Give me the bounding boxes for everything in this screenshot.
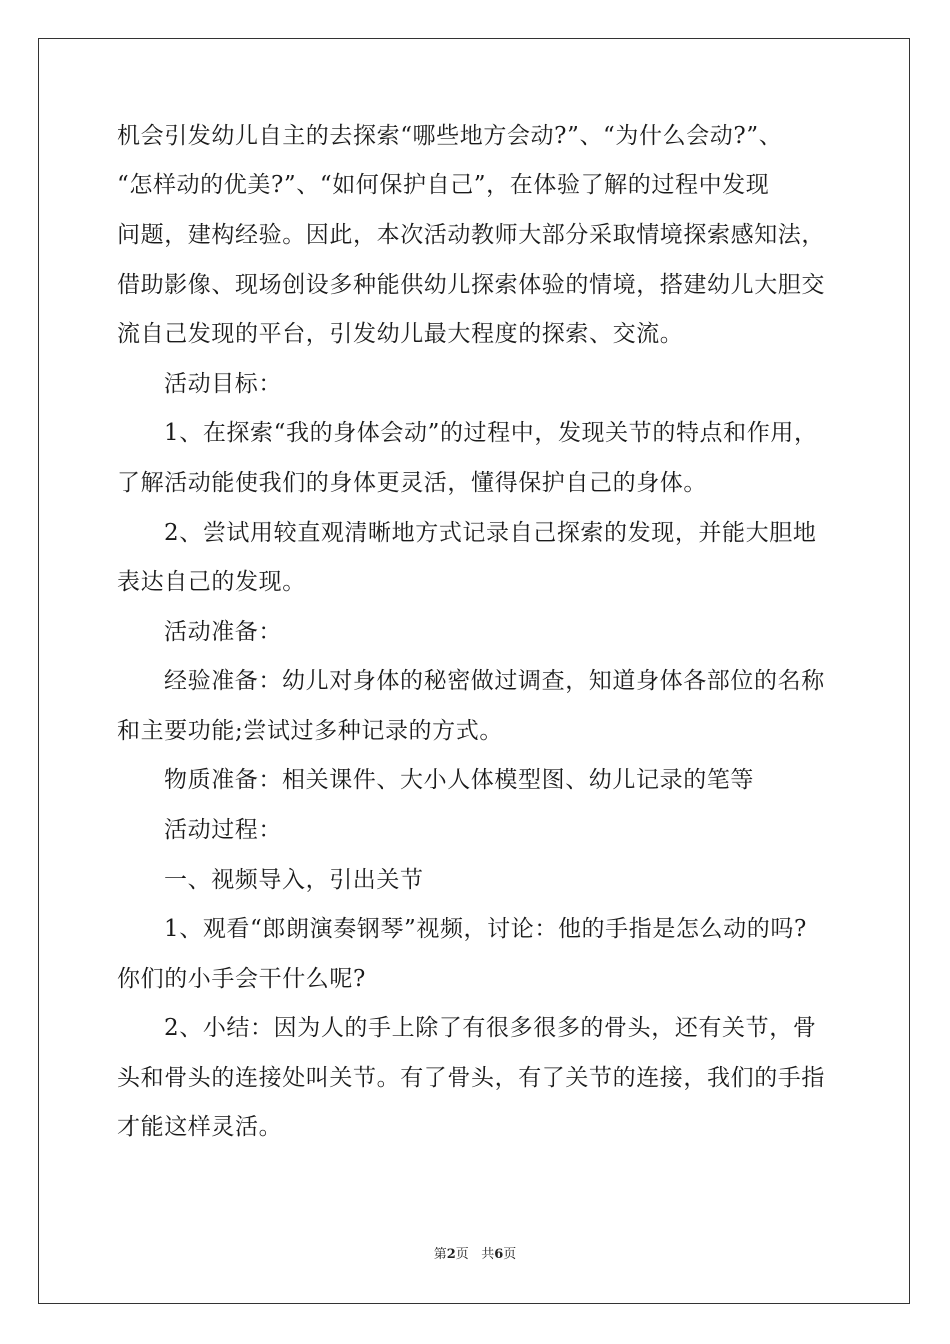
text-line: 问题，建构经验。因此，本次活动教师大部分采取情境探索感知法， [117,222,825,248]
text-line: 机会引发幼儿自主的去探索“哪些地方会动?”、“为什么会动?”、 [117,123,783,149]
text-line: 流自己发现的平台，引发幼儿最大程度的探索、交流。 [117,321,684,347]
section-heading: 活动准备： [164,619,282,645]
text-line: 1、在探索“我的身体会动”的过程中，发现关节的特点和作用， [164,420,818,446]
text-line: “怎样动的优美?”、“如何保护自己”，在体验了解的过程中发现 [117,172,770,198]
text-line: 了解活动能使我们的身体更灵活，懂得保护自己的身体。 [117,470,707,496]
page-number: 2 [446,1247,456,1262]
footer-prefix: 第 [433,1247,447,1262]
text-line: 一、视频导入，引出关节 [164,867,424,893]
text-line: 和主要功能;尝试过多种记录的方式。 [117,718,503,744]
footer-page-suffix: 页 [455,1247,469,1262]
text-line: 你们的小手会干什么呢? [117,966,366,992]
text-line: 头和骨头的连接处叫关节。有了骨头，有了关节的连接，我们的手指 [117,1065,825,1091]
text-line: 1、观看“郎朗演奏钢琴”视频，讨论：他的手指是怎么动的吗? [164,916,807,942]
text-line: 物质准备：相关课件、大小人体模型图、幼儿记录的笔等 [164,767,754,793]
footer-total-prefix: 共 [481,1247,495,1262]
section-heading: 活动过程： [164,817,282,843]
footer-total-suffix: 页 [503,1247,517,1262]
page-footer [0,1246,950,1264]
text-line: 2、小结：因为人的手上除了有很多很多的骨头，还有关节，骨 [164,1015,817,1041]
section-heading: 活动目标： [164,371,282,397]
text-line: 2、尝试用较直观清晰地方式记录自己探索的发现，并能大胆地 [164,520,817,546]
text-line: 经验准备：幼儿对身体的秘密做过调查，知道身体各部位的名称 [164,668,825,694]
text-line: 才能这样灵活。 [117,1114,283,1140]
text-line: 表达自己的发现。 [117,569,306,595]
total-pages: 6 [494,1247,504,1262]
text-line: 借助影像、现场创设多种能供幼儿探索体验的情境，搭建幼儿大胆交 [117,272,825,298]
